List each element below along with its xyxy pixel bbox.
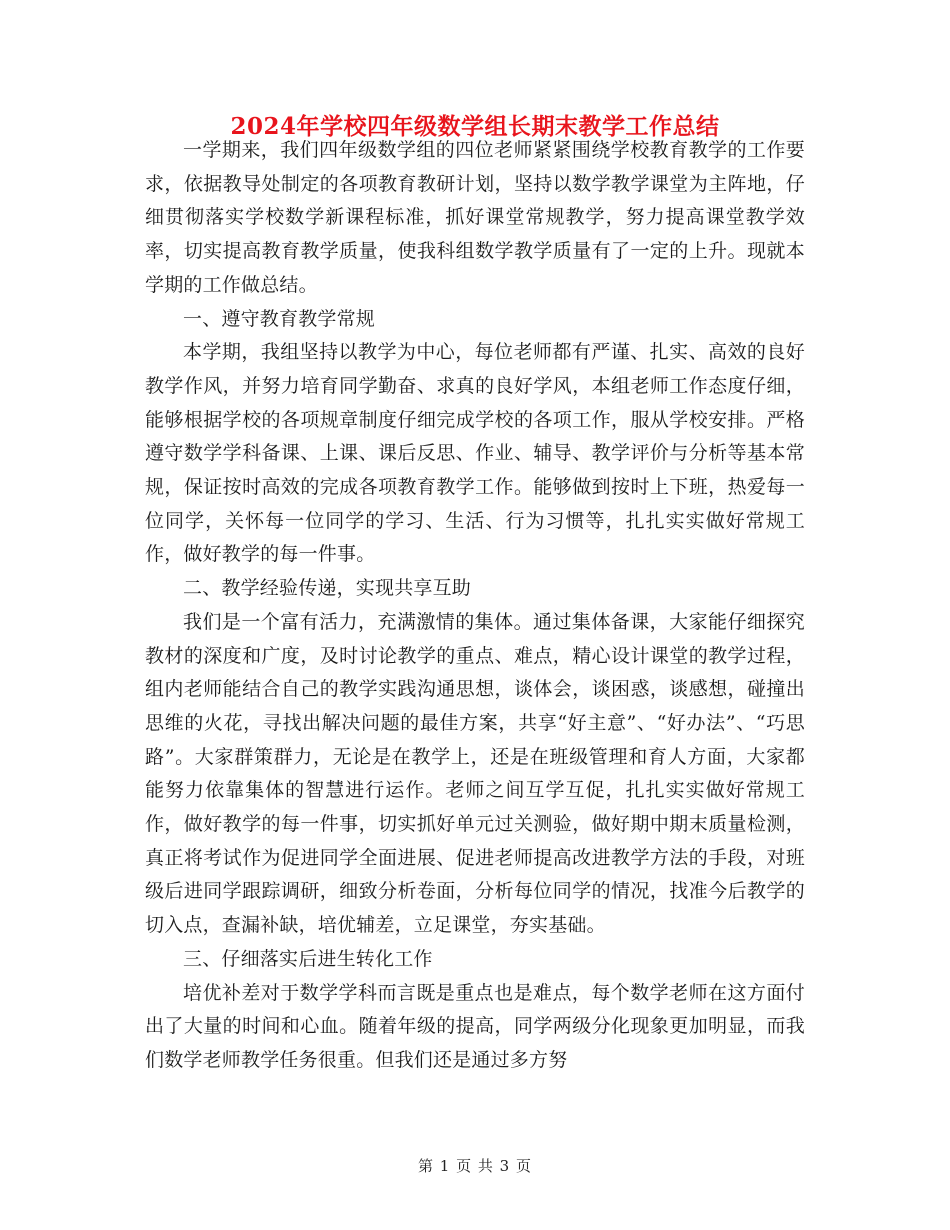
document-body [145,134,805,1078]
paragraph-intro: 一学期来，我们四年级数学组的四位老师紧紧围绕学校教育教学的工作要求，依据教导处制定的各项教育教研计划，坚持以数学教学课堂为主阵地，仔细贯彻落实学校数学新课程标准，抓好课堂常规教学，努力提高课堂教学效率，切实提高教育教学质量，使我科组数学教学质量有了一定的上升。现就本学期的工作做总结。 [145,139,805,296]
document-title: 2024年学校四年级数学组长期末教学工作总结 [230,113,720,140]
paragraph-section-1: 本学期，我组坚持以教学为中心，每位老师都有严谨、扎实、高效的良好教学作风，并努力培育同学勤奋、求真的良好学风，本组老师工作态度仔细，能够根据学校的各项规章制度仔细完成学校的各项工作，服从学校安排。严格遵守数学学科备课、上课、课后反思、作业、辅导、教学评价与分析等基本常规，保证按时高效的完成各项教育教学工作。能够做到按时上下班，热爱每一位同学，关怀每一位同学的学习、生活、行为习惯等，扎扎实实做好常规工作，做好教学的每一件事。 [145,341,805,566]
section-heading-3: 三、仔细落实后进生转化工作 [183,947,433,970]
paragraph-section-2: 我们是一个富有活力，充满激情的集体。通过集体备课，大家能仔细探究教材的深度和广度，及时讨论教学的重点、难点，精心设计课堂的教学过程，组内老师能结合自己的教学实践沟通思想，谈体会，谈困惑，谈感想，碰撞出思维的火花，寻找出解决问题的最佳方案，共享“好主意”、“好办法”、“巧思路”。大家群策群力，无论是在教学上，还是在班级管理和育人方面，大家都能努力依靠集体的智慧进行运作。老师之间互学互促，扎扎实实做好常规工作，做好教学的每一件事，切实抓好单元过关测验，做好期中期末质量检测，真正将考试作为促进同学全面进展、促进老师提高改进教学方法的手段，对班级后进同学跟踪调研，细致分析卷面，分析每位同学的情况，找准今后教学的切入点，查漏补缺，培优辅差，立足课堂，夯实基础。 [145,610,805,937]
page-number-footer: 第 1 页 共 3 页 [418,1157,532,1175]
section-heading-1: 一、遵守教育教学常规 [183,307,376,330]
section-heading-2: 二、教学经验传递，实现共享互助 [183,577,472,600]
paragraph-section-3: 培优补差对于数学学科而言既是重点也是难点，每个数学老师在这方面付出了大量的时间和心血。随着年级的提高，同学两级分化现象更加明显，而我们数学老师教学任务很重。但我们还是通过多方努 [145,981,805,1071]
